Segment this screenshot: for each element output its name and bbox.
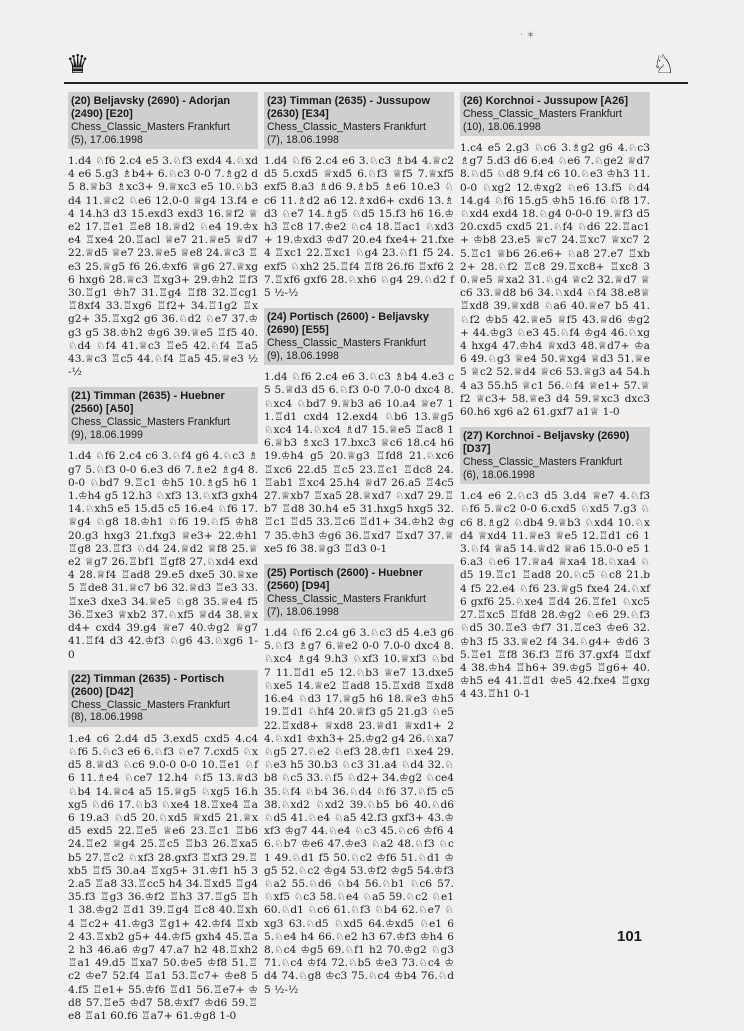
game-moves: 1.c4 e5 2.g3 ♘c6 3.♗g2 g6 4.♘c3 ♗g7 5.d3 d6 6.e4 ♘e6 7.♘ge2 ♕d7 8.♘d5 ♘d8 9.f4 c6 10.♘e3 ♔h3 11.0-0 ♘xg2 12.♔xg2 ♘e6 13.f5 ♘d4 14.g4 ♘f6 15.g5 ♔h5 16.f6 ♘f8 17.♘xd4 exd4 18.♘g4 0-0-0 19.♕f3 d5 20.cxd5 cxd5 21.♘f4 ♘d6 22.♖ac1+ ♔b8 23.e5 ♕c7 24.♖xc7 ♕xc7 25.♖c1 ♕b6 26.e6+ ♘a8 27.e7 ♖xb2+ 28.♘f2 ♖c8 29.♖xc8+ ♖xc8 30.♕e5 ♕xa2 31.♘g4 ♕c2 32.♕d7 ♕c6 33.♕d8 b6 34.♘xd4 ♘f4 38.e8♕ ♖xd8 39.♕xd8 ♘a6 40.♕e7 b5 41.♘f2 ♔b5 42.♕e5 ♕f5 43.♕d6 ♔g2+ 44.♔g3 ♘e3 45.♘f4 ♔g4 46.♘xg4 hxg4 47.♔h4 ♕xd3 48.♕d7+ ♔a6 49.♘g3 ♕e4 50.♕xg4 ♕d3 51.♕e5 ♕c2 52.♕d4 ♕c6 53.♕g3 a4 54.h4 a3 55.h5 ♕c1 56.♘f4 ♕e1+ 57.♕f2 ♕c3+ 58.♕e3 d4 59.♕xc3 dxc3 60.h6 xg6 a2 61.gxf7 a1♕ 1-0 [460, 142, 650, 419]
game-header [460, 427, 650, 484]
game-event: Chess_Classic_Masters Frankfurt [71, 698, 230, 711]
game-20 [68, 92, 258, 379]
game-title: (22) Timman (2635) - Portisch (2600) [D42] [71, 672, 225, 698]
game-event: Chess_Classic_Masters Frankfurt [267, 593, 426, 606]
game-moves: 1.d4 ♘f6 2.c4 e5 3.♘f3 exd4 4.♘xd4 e6 5.g3 ♗b4+ 6.♘c3 0-0 7.♗g2 d5 8.♕b3 ♗xc3+ 9.♕xc3 e5 10.♘b3 d4 11.♕c2 ♘e6 12.0-0 ♕g4 13.f4 e4 14.h3 d3 15.exd3 exd3 16.♕f2 ♕e2 17.♖e1 ♖e8 18.♕d2 ♘e4 19.♔xe4 ♖xe4 20.♖acl ♕e7 21.♕e5 ♕d7 22.♕d5 ♕e7 23.♕e5 ♕e8 24.♕c3 ♖e3 25.♕g5 f6 26.♔xf6 ♕g6 27.♕xg6 hxg6 28.♕c3 ♖xg3+ 29.♔h2 ♖f3 30.♖g1 ♔h7 31.♖g4 ♖f8 32.♖cg1 ♖8xf4 33.♖xg6 ♖f2+ 34.♖1g2 ♖xg2+ 35.♖xg2 g6 36.♘d2 ♘e7 37.♔g3 g5 38.♔h2 ♔g6 39.♕e5 ♖f5 40.♘d4 ♘f4 41.♕c3 ♖e5 42.♘f4 ♖a5 43.♕c3 ♖c5 44.♘f4 ♖a5 45.♕e3 ½-½ [68, 155, 258, 379]
game-date: (5), 17.06.1998 [71, 133, 143, 146]
column-3 [460, 92, 650, 710]
game-event: Chess_Classic_Masters Frankfurt [71, 121, 230, 133]
game-title: (24) Portisch (2600) - Beljavsky (2690) [E55] [267, 311, 430, 337]
game-date: (6), 18.06.1998 [463, 468, 535, 481]
game-21 [68, 387, 258, 661]
game-moves: 1.d4 ♘f6 2.c4 c6 3.♘f4 g6 4.♘c3 ♗g7 5.♘f3 0-0 6.e3 d6 7.♗e2 ♗g4 8.0-0 ♘bd7 9.♖c1 ♔h5 10.♗g5 h6 11.♔h4 g5 12.h3 ♘xf3 13.♘xf3 gxh4 14.♘xh5 e5 15.d5 c5 16.e4 ♘f6 17.♕g4 ♘g8 18.♔h1 ♘f6 19.♘f5 ♔h8 20.g3 hxg3 21.fxg3 ♕e3+ 22.♔h1 ♖g8 23.♖f3 ♘d4 24.♕d2 ♕f8 25.♕e2 ♕g7 26.♖bf1 ♖gf8 27.♘xd4 exd4 28.♕f4 ♖ad8 29.e5 dxe5 30.♕xe5 ♖de8 31.♕c7 b6 32.♕d3 ♖e3 33.♖xe3 dxe3 34.♕e5 ♘g8 35.♕e4 f5 36.♖xe3 ♕xb2 37.♘xf5 ♕d4 38.♕xd4+ cxd4 39.g4 ♕e7 40.♔g2 ♕g7 41.♖f4 d3 42.♔f3 ♘g6 43.♘xg6 1-0 [68, 450, 258, 661]
game-24 [264, 308, 454, 556]
game-moves: 1.d4 ♘f6 2.c4 e6 3.♘c3 ♗b4 4.e3 c5 5.♕d3 d5 6.♘f3 0-0 7.0-0 dxc4 8.♘xc4 ♘bd7 9.♕b3 a6 10.a4 ♕e7 11.♖d1 cxd4 12.exd4 ♘b6 13.♕g5 ♘xc4 14.♘xc4 ♗d7 15.♕e5 ♖ac8 16.♕b3 ♗xc3 17.bxc3 ♕c6 18.c4 h6 19.♔h4 g5 20.♕g3 ♖fd8 21.♘xc6 ♖xc6 22.d5 ♖c5 23.♖c1 ♖dc8 24.♖ab1 ♖xc4 25.h4 ♕d7 26.a5 ♖4c5 27.♕xb7 ♖xa5 28.♕xd7 ♘xd7 29.♖b7 ♖d8 30.h4 e5 31.hxg5 hxg5 32.♖c1 ♖d5 33.♖c6 ♖d1+ 34.♔h2 ♔g7 35.♔h3 ♔g6 36.♖xd7 ♖xd7 37.♕xe5 f6 38.♕g3 ♖d3 0-1 [264, 371, 454, 555]
game-moves: 1.e4 c6 2.d4 d5 3.exd5 cxd5 4.c4 ♘f6 5.♘c3 e6 6.♘f3 ♘e7 7.cxd5 ♘xd5 8.♕d3 ♘c6 9.0-0 0-0 10.♖e1 ♘f6 11.♗e4 ♘ce7 12.h4 ♘f5 13.♕d3 ♘b4 14.♕c4 a5 15.♕g5 ♘xg5 16.hxg5 ♘d6 17.♘b3 ♘xe4 18.♖xe4 ♖a6 19.a3 ♘d5 20.♘xd5 ♕xd5 21.♕xd5 exd5 22.♖e5 ♕e6 23.♖c1 ♖b6 24.♖e2 ♕g4 25.♖c5 ♖b3 26.♖xa5 b5 27.♖c2 ♘xf3 28.gxf3 ♖xf3 29.♖xb5 ♖f5 30.a4 ♖xg5+ 31.♔f1 h5 32.a5 ♖a8 33.♖cc5 h4 34.♖xd5 ♖g4 35.f3 ♖g3 36.♔f2 ♖h3 37.♖g5 ♖h1 38.♔g2 ♖d1 39.♖g4 ♖c8 40.♖xh4 ♖c2+ 41.♔g3 ♖g1+ 42.♔f4 ♖xb2 43.♖xb2 g5+ 44.♔f5 gxh4 45.♖a2 h3 46.a6 ♔g7 47.a7 h2 48.♖xh2 ♖a1 49.d5 ♖xa7 50.♔e5 ♔f8 51.♖c2 ♔e7 52.f4 ♖a1 53.♖c7+ ♔e8 54.f5 ♖e1+ 55.♔f6 ♖d1 56.♖e7+ ♔d8 57.♖e5 ♔d7 58.♔xf7 ♔d6 59.♖e8 ♖a1 60.f6 ♖a7+ 61.♔g8 1-0 [68, 732, 258, 1022]
game-title: (26) Korchnoi - Jussupow [A26] [463, 95, 629, 107]
header-rule [64, 82, 688, 84]
scan-mark: · ✶ [520, 30, 535, 41]
game-moves: 1.d4 ♘f6 2.c4 e6 3.♘c3 ♗b4 4.♕c2 d5 5.cxd5 ♕xd5 6.♘f3 ♕f5 7.♕xf5 exf5 8.a3 ♗d6 9.♗b5 ♗e6 10.e3 ♘c6 11.♗d2 a6 12.♗xd6+ cxd6 13.♗d3 ♘e7 14.♗g5 ♘d5 15.f3 h6 16.♔h3 ♖c8 17.♔e2 ♘c4 18.♖ac1 ♘xd3+ 19.♔xd3 ♔d7 20.e4 fxe4+ 21.fxe4 ♖xc1 22.♖xc1 ♘g4 23.♘f1 f5 24.exf5 ♘xh2 25.♖f4 ♖f8 26.f6 ♖xf6 27.♖xf6 gxf6 28.♘xh6 ♘g4 29.♘d2 f5 ½-½ [264, 155, 454, 300]
game-date: (9), 18.06.1999 [71, 428, 143, 441]
page-number: 101 [617, 928, 643, 945]
game-date: (9), 18.06.1998 [267, 349, 339, 362]
queen-icon: ♛ [66, 50, 90, 80]
game-date: (10), 18.06.1998 [463, 120, 541, 133]
column-2 [264, 92, 454, 1005]
game-header [68, 670, 258, 727]
game-event: Chess_Classic_Masters Frankfurt [463, 456, 622, 469]
game-title: (27) Korchnoi - Beljavsky (2690) [D37] [463, 430, 630, 456]
game-header [68, 387, 258, 444]
game-23 [264, 92, 454, 300]
game-title: (20) Beljavsky (2690) - Adorjan (2490) [E20] [71, 95, 231, 120]
game-event: Chess_Classic_Masters Frankfurt [267, 337, 426, 350]
game-header [264, 308, 454, 365]
game-header [460, 92, 650, 136]
game-header [264, 92, 454, 149]
column-1 [68, 92, 258, 1031]
game-event: Chess_Classic_Masters Frankfurt [267, 121, 426, 133]
game-header [68, 92, 258, 149]
game-date: (7), 18.06.1998 [267, 133, 339, 146]
knight-icon: ♘ [652, 50, 676, 80]
game-27 [460, 427, 650, 701]
game-title: (23) Timman (2635) - Jussupow (2630) [E34] [267, 95, 431, 120]
game-event: Chess_Classic_Masters Frankfurt [71, 416, 230, 429]
game-moves: 1.c4 e6 2.♘c3 d5 3.d4 ♕e7 4.♘f3 ♘f6 5.♕c2 0-0 6.cxd5 ♘xd5 7.g3 ♘c6 8.♗g2 ♘db4 9.♕b3 ♘xd4 10.♘xd4 ♕xd4 11.♕e3 ♕e5 12.♖d1 c6 13.♘f4 ♕a5 14.♕d2 ♕a6 15.0-0 e5 16.a3 ♘e6 17.♕a4 ♕xa4 18.♘xa4 ♘d5 19.♖c1 ♖ad8 20.♘c5 ♘c8 21.b4 f5 22.e4 ♘f6 23.♕g5 fxe4 24.♘xf6 gxf6 25.♘xe4 ♖d4 26.♖fe1 ♘xc5 27.♖xc5 ♖fd8 28.♔g2 ♘e6 29.♘f3 ♘d5 30.♖e3 ♔f7 31.♖ce3 ♔e6 32.♔h3 f5 33.♕e2 f4 34.♘g4+ ♔d6 35.♖e1 ♖f8 36.f3 ♖f6 37.gxf4 ♖dxf4 38.♔h4 ♖h6+ 39.♔g5 ♖g6+ 40.♔h5 e4 41.♖d1 ♔e5 42.fxe4 ♖gxg4 43.♖h1 0-1 [460, 490, 650, 701]
game-22 [68, 670, 258, 1023]
game-event: Chess_Classic_Masters Frankfurt [463, 108, 622, 120]
game-header [264, 564, 454, 621]
game-title: (25) Portisch (2600) - Huebner (2560) [D94] [267, 567, 423, 593]
game-26 [460, 92, 650, 419]
game-title: (21) Timman (2635) - Huebner (2560) [A50] [71, 390, 225, 416]
game-25 [264, 564, 454, 997]
game-moves: 1.d4 ♘f6 2.c4 g6 3.♘c3 d5 4.e3 g6 5.♘f3 ♗g7 6.♕e2 0-0 7.0-0 dxc4 8.♘xc4 ♗g4 9.h3 ♘xf3 10.♕xf3 ♘bd7 11.♖d1 e5 12.♘b3 ♕e7 13.dxe5 ♘xe5 14.♕e2 ♖ad8 15.♖xd8 ♖xd8 16.e4 ♘d3 17.♕g5 h6 18.♕e3 ♔h5 19.♖d1 ♘hf4 20.♕f3 g5 21.g3 ♘e5 22.♖xd8+ ♕xd8 23.♕d1 ♕xd1+ 24.♘xd1 ♔xh3+ 25.♔g2 g4 26.♘xa7 ♘g5 27.♘e2 ♘ef3 28.♔f1 ♘xe4 29.♘e3 h5 30.b3 ♘c3 31.a4 ♘d4 32.♘b8 ♘c5 33.♘f5 ♘d2+ 34.♔g2 ♘ce4 35.♘f4 ♘b4 36.♘d4 ♘f6 37.♘f5 c5 38.♘xd2 ♘xd2 39.♘b5 b6 40.♘d6 ♘d5 41.♘e4 ♘a5 42.f3 gxf3+ 43.♔xf3 ♔g7 44.♘e4 ♘c3 45.♘c6 ♔f6 46.♘b7 ♔e6 47.♔e3 ♘a2 48.♘f3 ♘c1 49.♘d1 f5 50.♘c2 ♔f6 51.♘d1 ♔g5 52.♘c2 ♔g4 53.♔f2 ♔g5 54.♔f3 ♘a2 55.♘d6 ♘b4 56.♘b1 ♘c6 57.♘xf5 ♘c3 58.♘e4 ♘a5 59.♘c2 ♘e1 60.♘d1 ♘c6 61.♘f3 ♘b4 62.♘e7 ♘xg3 63.♘d5 ♘xd5 64.♔xd5 ♘e1 65.♘e4 h4 66.♘e2 h3 67.♔f3 ♔h4 68.♘c4 ♔g5 69.♘f1 h2 70.♔g2 ♘g3 71.♘c4 ♔f4 72.♘b5 ♔e3 73.♘c4 ♔d4 74.♘g8 ♔c3 75.♘c4 ♔b4 76.♘d5 ½-½ [264, 627, 454, 996]
game-date: (7), 18.06.1998 [267, 605, 339, 618]
game-date: (8), 18.06.1998 [71, 711, 143, 724]
